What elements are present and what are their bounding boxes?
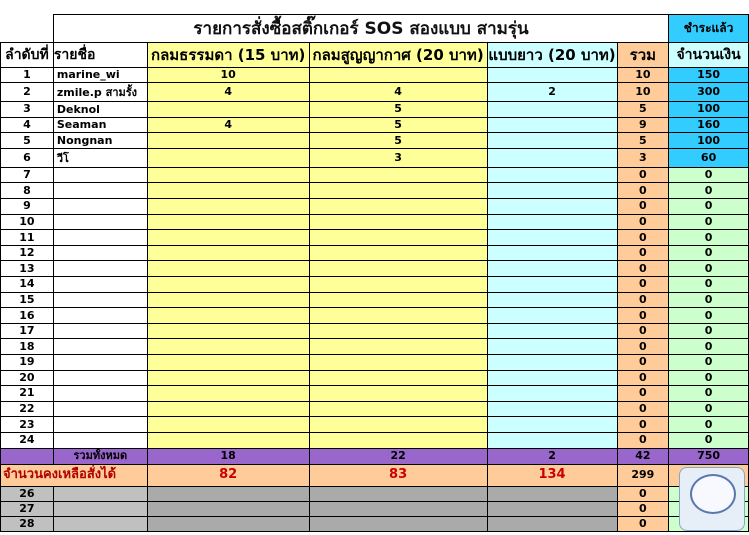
row-vacuum-cell[interactable] — [309, 323, 487, 339]
row-vacuum-cell[interactable] — [309, 501, 487, 516]
row-number-cell[interactable]: 6 — [1, 148, 54, 167]
row-vacuum-cell[interactable] — [309, 486, 487, 501]
totals-row — [1, 448, 749, 464]
row-round-cell[interactable] — [147, 102, 309, 118]
row-name-cell[interactable] — [53, 417, 147, 433]
row-name-cell[interactable]: Nongnan — [53, 133, 147, 149]
row-round-cell[interactable] — [147, 401, 309, 417]
row-name-cell[interactable] — [53, 199, 147, 215]
row-long-cell[interactable] — [487, 148, 617, 167]
table-row — [1, 516, 749, 531]
row-number-cell[interactable]: 17 — [1, 323, 54, 339]
row-total-cell[interactable]: 5 — [617, 133, 669, 149]
row-round-cell[interactable] — [147, 133, 309, 149]
row-vacuum-cell[interactable] — [309, 199, 487, 215]
row-amount-cell[interactable]: 0 — [669, 277, 749, 293]
table-row — [1, 308, 749, 324]
row-total-cell[interactable]: 0 — [617, 323, 669, 339]
club-logo-icon — [679, 467, 745, 531]
row-number-cell[interactable]: 23 — [1, 417, 54, 433]
row-vacuum-cell[interactable] — [309, 516, 487, 531]
table-row — [1, 401, 749, 417]
paid-label[interactable]: ชำระแล้ว — [669, 14, 749, 42]
row-number-cell[interactable]: 21 — [1, 386, 54, 402]
row-vacuum-cell[interactable]: 5 — [309, 102, 487, 118]
row-total-cell[interactable]: 0 — [617, 486, 669, 501]
row-amount-cell[interactable]: 300 — [669, 83, 749, 102]
row-name-cell[interactable]: Deknol — [53, 102, 147, 118]
row-vacuum-cell[interactable] — [309, 370, 487, 386]
row-round-cell[interactable] — [147, 386, 309, 402]
row-number-cell[interactable]: 11 — [1, 230, 54, 246]
row-round-cell[interactable] — [147, 148, 309, 167]
table-row — [1, 133, 749, 149]
table-row — [1, 199, 749, 215]
row-name-cell[interactable]: วีโ — [53, 148, 147, 167]
table-row — [1, 501, 749, 516]
row-name-cell[interactable] — [53, 486, 147, 501]
row-round-cell[interactable] — [147, 323, 309, 339]
row-long-cell[interactable] — [487, 261, 617, 277]
row-total-cell[interactable]: 0 — [617, 501, 669, 516]
row-total-cell[interactable]: 10 — [617, 83, 669, 102]
row-round-cell[interactable]: 4 — [147, 117, 309, 133]
row-vacuum-cell[interactable] — [309, 214, 487, 230]
row-number-cell[interactable]: 2 — [1, 83, 54, 102]
row-name-cell[interactable]: Seaman — [53, 117, 147, 133]
row-amount-cell[interactable]: 150 — [669, 67, 749, 83]
row-round-cell[interactable] — [147, 370, 309, 386]
row-vacuum-cell[interactable] — [309, 183, 487, 199]
row-long-cell[interactable] — [487, 516, 617, 531]
row-vacuum-cell[interactable]: 3 — [309, 148, 487, 167]
row-long-cell[interactable] — [487, 102, 617, 118]
row-total-cell[interactable]: 0 — [617, 516, 669, 531]
totals-label[interactable]: รวมทั้งหมด — [53, 448, 147, 464]
table-row — [1, 339, 749, 355]
row-total-cell[interactable]: 0 — [617, 370, 669, 386]
row-total-cell[interactable]: 0 — [617, 417, 669, 433]
totals-vacuum[interactable]: 22 — [309, 448, 487, 464]
table-row — [1, 148, 749, 167]
row-vacuum-cell[interactable]: 4 — [309, 83, 487, 102]
table-row — [1, 67, 749, 83]
row-amount-cell[interactable]: 0 — [669, 355, 749, 371]
row-name-cell[interactable] — [53, 516, 147, 531]
row-amount-cell[interactable]: 0 — [669, 292, 749, 308]
row-vacuum-cell[interactable] — [309, 432, 487, 448]
row-amount-cell[interactable]: 0 — [669, 308, 749, 324]
row-round-cell[interactable] — [147, 501, 309, 516]
row-long-cell[interactable] — [487, 133, 617, 149]
table-row — [1, 417, 749, 433]
row-round-cell[interactable] — [147, 277, 309, 293]
row-name-cell[interactable] — [53, 183, 147, 199]
row-round-cell[interactable] — [147, 308, 309, 324]
header-row — [1, 42, 749, 67]
row-amount-cell[interactable]: 0 — [669, 167, 749, 183]
row-name-cell[interactable] — [53, 386, 147, 402]
row-amount-cell[interactable]: 160 — [669, 117, 749, 133]
row-number-cell[interactable]: 10 — [1, 214, 54, 230]
row-total-cell[interactable]: 0 — [617, 355, 669, 371]
row-number-cell[interactable]: 9 — [1, 199, 54, 215]
row-number-cell[interactable]: 12 — [1, 245, 54, 261]
row-vacuum-cell[interactable] — [309, 417, 487, 433]
row-round-cell[interactable]: 4 — [147, 83, 309, 102]
header-no[interactable]: ลำดับที่ — [1, 42, 54, 67]
totals-long[interactable]: 2 — [487, 448, 617, 464]
row-total-cell[interactable]: 3 — [617, 148, 669, 167]
row-name-cell[interactable] — [53, 167, 147, 183]
table-row — [1, 83, 749, 102]
row-round-cell[interactable] — [147, 261, 309, 277]
row-round-cell[interactable] — [147, 199, 309, 215]
totals-round[interactable]: 18 — [147, 448, 309, 464]
header-total[interactable]: รวม — [617, 42, 669, 67]
row-amount-cell[interactable]: 0 — [669, 261, 749, 277]
row-round-cell[interactable] — [147, 516, 309, 531]
row-amount-cell[interactable]: 0 — [669, 339, 749, 355]
row-total-cell[interactable]: 0 — [617, 230, 669, 246]
row-round-cell[interactable]: 10 — [147, 67, 309, 83]
remaining-round[interactable]: 82 — [147, 464, 309, 486]
row-long-cell[interactable] — [487, 370, 617, 386]
row-number-cell[interactable]: 7 — [1, 167, 54, 183]
row-name-cell[interactable] — [53, 214, 147, 230]
row-amount-cell[interactable]: 100 — [669, 133, 749, 149]
row-number-cell[interactable]: 5 — [1, 133, 54, 149]
table-row — [1, 245, 749, 261]
remaining-vacuum[interactable]: 83 — [309, 464, 487, 486]
sheet-title[interactable]: รายการสั่งซื้อสติ๊กเกอร์ SOS สองแบบ สามรุ่น — [53, 14, 668, 42]
row-long-cell[interactable] — [487, 67, 617, 83]
top-strip-row — [1, 0, 749, 14]
row-amount-cell[interactable]: 0 — [669, 199, 749, 215]
table-row — [1, 386, 749, 402]
row-amount-cell[interactable]: 0 — [669, 417, 749, 433]
row-name-cell[interactable] — [53, 323, 147, 339]
row-round-cell[interactable] — [147, 167, 309, 183]
totals-blank-cell[interactable] — [1, 448, 54, 464]
row-number-cell[interactable]: 13 — [1, 261, 54, 277]
row-round-cell[interactable] — [147, 339, 309, 355]
row-amount-cell[interactable]: 0 — [669, 370, 749, 386]
table-row — [1, 261, 749, 277]
row-round-cell[interactable] — [147, 355, 309, 371]
row-name-cell[interactable] — [53, 292, 147, 308]
row-long-cell[interactable] — [487, 401, 617, 417]
row-amount-cell[interactable]: 0 — [669, 230, 749, 246]
table-row — [1, 432, 749, 448]
remaining-label[interactable]: จำนวนคงเหลือสั่งได้ — [1, 464, 148, 486]
row-total-cell[interactable]: 0 — [617, 277, 669, 293]
remaining-row — [1, 464, 749, 486]
row-amount-cell[interactable]: 0 — [669, 432, 749, 448]
header-vacuum[interactable]: กลมสูญญากาศ (20 บาท) — [309, 42, 487, 67]
table-row — [1, 102, 749, 118]
row-number-cell[interactable]: 3 — [1, 102, 54, 118]
row-total-cell[interactable]: 0 — [617, 401, 669, 417]
row-number-cell[interactable]: 28 — [1, 516, 54, 531]
table-row — [1, 355, 749, 371]
row-total-cell[interactable]: 0 — [617, 199, 669, 215]
header-long[interactable]: แบบยาว (20 บาท) — [487, 42, 617, 67]
row-long-cell[interactable] — [487, 292, 617, 308]
row-number-cell[interactable]: 26 — [1, 486, 54, 501]
totals-amount[interactable]: 750 — [669, 448, 749, 464]
row-amount-cell[interactable]: 0 — [669, 323, 749, 339]
row-long-cell[interactable] — [487, 355, 617, 371]
row-number-cell[interactable]: 15 — [1, 292, 54, 308]
row-number-cell[interactable]: 4 — [1, 117, 54, 133]
row-number-cell[interactable]: 8 — [1, 183, 54, 199]
row-long-cell[interactable] — [487, 486, 617, 501]
row-total-cell[interactable]: 0 — [617, 339, 669, 355]
row-vacuum-cell[interactable]: 5 — [309, 133, 487, 149]
row-long-cell[interactable] — [487, 308, 617, 324]
row-total-cell[interactable]: 0 — [617, 261, 669, 277]
row-long-cell[interactable] — [487, 245, 617, 261]
row-name-cell[interactable] — [53, 245, 147, 261]
row-name-cell[interactable] — [53, 261, 147, 277]
row-vacuum-cell[interactable] — [309, 386, 487, 402]
row-vacuum-cell[interactable]: 5 — [309, 117, 487, 133]
row-amount-cell[interactable]: 0 — [669, 401, 749, 417]
row-vacuum-cell[interactable] — [309, 308, 487, 324]
row-round-cell[interactable] — [147, 245, 309, 261]
table-row — [1, 230, 749, 246]
row-amount-cell[interactable]: 0 — [669, 386, 749, 402]
row-amount-cell[interactable]: 0 — [669, 245, 749, 261]
row-long-cell[interactable] — [487, 501, 617, 516]
row-round-cell[interactable] — [147, 183, 309, 199]
table-row — [1, 323, 749, 339]
row-name-cell[interactable] — [53, 339, 147, 355]
row-name-cell[interactable] — [53, 277, 147, 293]
row-number-cell[interactable]: 18 — [1, 339, 54, 355]
row-total-cell[interactable]: 0 — [617, 183, 669, 199]
header-amount[interactable]: จำนวนเงิน — [669, 42, 749, 67]
totals-total[interactable]: 42 — [617, 448, 669, 464]
row-number-cell[interactable]: 16 — [1, 308, 54, 324]
row-long-cell[interactable] — [487, 199, 617, 215]
row-number-cell[interactable]: 14 — [1, 277, 54, 293]
row-vacuum-cell[interactable] — [309, 230, 487, 246]
row-long-cell[interactable] — [487, 323, 617, 339]
row-name-cell[interactable] — [53, 501, 147, 516]
row-long-cell[interactable] — [487, 167, 617, 183]
row-total-cell[interactable]: 0 — [617, 308, 669, 324]
row-name-cell[interactable] — [53, 370, 147, 386]
table-row — [1, 277, 749, 293]
row-name-cell[interactable] — [53, 308, 147, 324]
table-row — [1, 214, 749, 230]
row-vacuum-cell[interactable] — [309, 167, 487, 183]
row-long-cell[interactable] — [487, 214, 617, 230]
row-name-cell[interactable] — [53, 432, 147, 448]
row-total-cell[interactable]: 0 — [617, 386, 669, 402]
row-name-cell[interactable]: zmile.p สามรั้ง — [53, 83, 147, 102]
row-total-cell[interactable]: 9 — [617, 117, 669, 133]
row-vacuum-cell[interactable] — [309, 261, 487, 277]
row-number-cell[interactable]: 19 — [1, 355, 54, 371]
title-row — [1, 14, 749, 42]
row-long-cell[interactable] — [487, 230, 617, 246]
table-row — [1, 370, 749, 386]
row-number-cell[interactable]: 22 — [1, 401, 54, 417]
row-round-cell[interactable] — [147, 486, 309, 501]
remaining-total[interactable]: 299 — [617, 464, 669, 486]
row-round-cell[interactable] — [147, 432, 309, 448]
row-total-cell[interactable]: 0 — [617, 432, 669, 448]
row-long-cell[interactable] — [487, 277, 617, 293]
row-total-cell[interactable]: 0 — [617, 292, 669, 308]
row-total-cell[interactable]: 0 — [617, 214, 669, 230]
row-number-cell[interactable]: 20 — [1, 370, 54, 386]
row-long-cell[interactable] — [487, 386, 617, 402]
row-number-cell[interactable]: 24 — [1, 432, 54, 448]
table-row — [1, 486, 749, 501]
row-vacuum-cell[interactable] — [309, 401, 487, 417]
row-amount-cell[interactable]: 60 — [669, 148, 749, 167]
row-vacuum-cell[interactable] — [309, 339, 487, 355]
row-name-cell[interactable] — [53, 230, 147, 246]
row-total-cell[interactable]: 5 — [617, 102, 669, 118]
row-vacuum-cell[interactable] — [309, 292, 487, 308]
row-amount-cell[interactable]: 0 — [669, 214, 749, 230]
header-round[interactable]: กลมธรรมดา (15 บาท) — [147, 42, 309, 67]
row-name-cell[interactable]: marine_wi — [53, 67, 147, 83]
row-round-cell[interactable] — [147, 417, 309, 433]
row-number-cell[interactable]: 1 — [1, 67, 54, 83]
row-name-cell[interactable] — [53, 401, 147, 417]
table-row — [1, 183, 749, 199]
row-long-cell[interactable] — [487, 183, 617, 199]
row-long-cell[interactable] — [487, 339, 617, 355]
row-round-cell[interactable] — [147, 230, 309, 246]
row-long-cell[interactable] — [487, 432, 617, 448]
row-vacuum-cell[interactable] — [309, 355, 487, 371]
row-total-cell[interactable]: 10 — [617, 67, 669, 83]
row-amount-cell[interactable]: 100 — [669, 102, 749, 118]
table-row — [1, 167, 749, 183]
row-round-cell[interactable] — [147, 214, 309, 230]
header-name[interactable]: รายชื่อ — [53, 42, 147, 67]
row-long-cell[interactable] — [487, 417, 617, 433]
table-row — [1, 292, 749, 308]
row-vacuum-cell[interactable] — [309, 245, 487, 261]
row-total-cell[interactable]: 0 — [617, 245, 669, 261]
row-vacuum-cell[interactable] — [309, 67, 487, 83]
row-long-cell[interactable]: 2 — [487, 83, 617, 102]
table-row — [1, 117, 749, 133]
row-name-cell[interactable] — [53, 355, 147, 371]
row-amount-cell[interactable]: 0 — [669, 183, 749, 199]
row-round-cell[interactable] — [147, 292, 309, 308]
row-number-cell[interactable]: 27 — [1, 501, 54, 516]
row-vacuum-cell[interactable] — [309, 277, 487, 293]
remaining-long[interactable]: 134 — [487, 464, 617, 486]
logo-emblem — [690, 474, 736, 514]
row-total-cell[interactable]: 0 — [617, 167, 669, 183]
row-long-cell[interactable] — [487, 117, 617, 133]
